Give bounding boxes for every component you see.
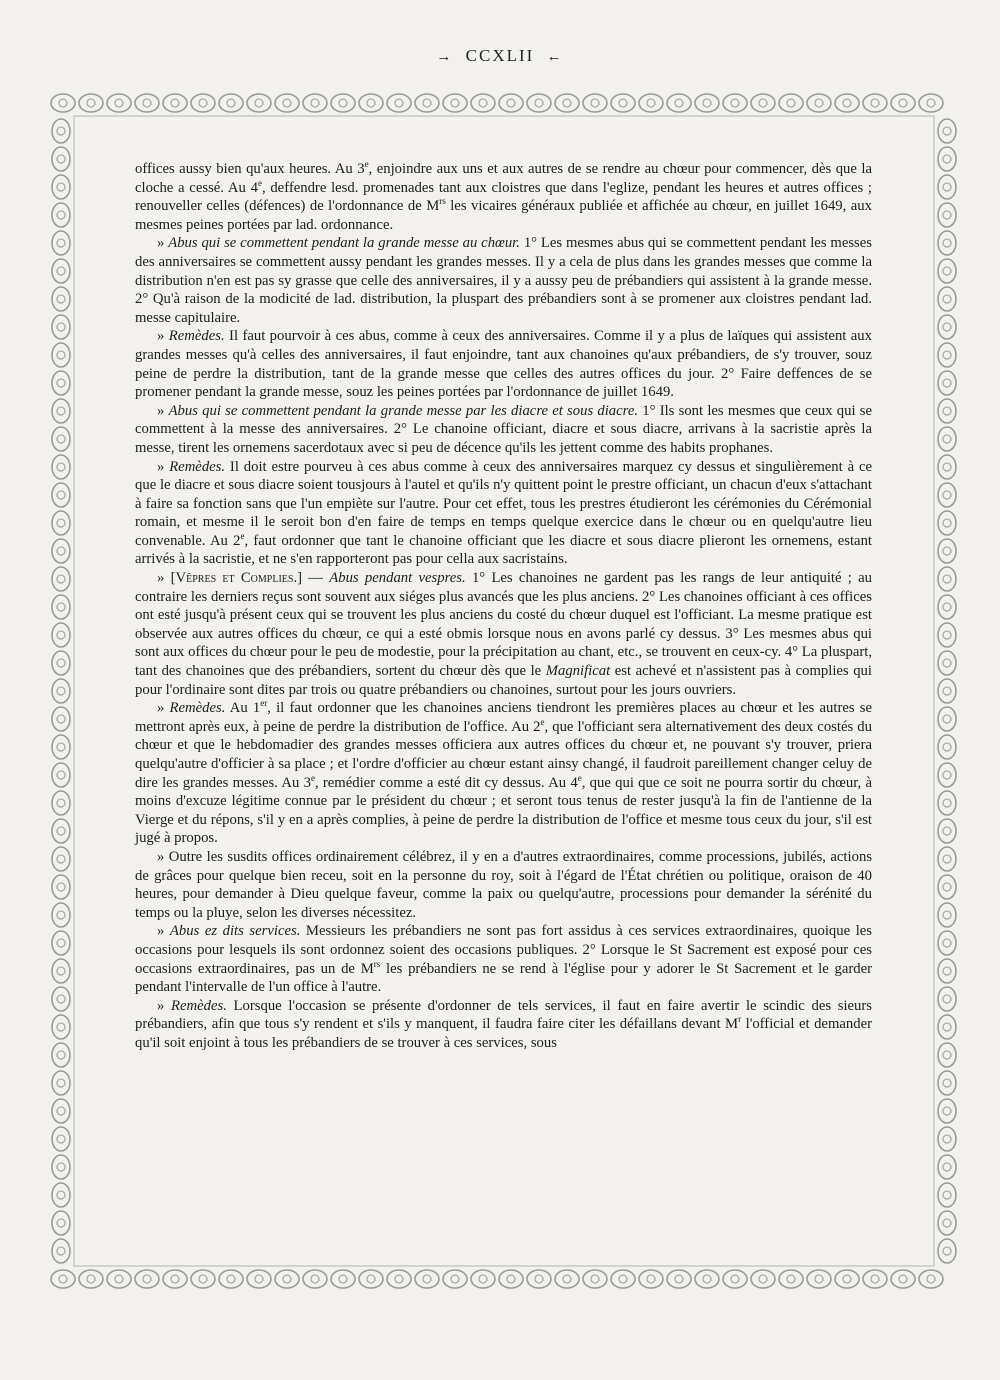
text-segment: , il faut ordonner que les chanoines anciens tiendront les premières places au chœur et les autres se mettront après eux, à peine de perdre la distribution de l'office. Au 2 <box>135 700 873 735</box>
italic-heading: Abus qui se commettent pendant la grande messe par les diacre et sous diacre. <box>168 402 639 419</box>
paragraph <box>135 569 872 699</box>
superscript: rs <box>373 958 381 969</box>
paragraph <box>135 160 872 234</box>
superscript: e <box>240 530 245 541</box>
text-segment: » <box>157 328 169 345</box>
text-segment: Il doit estre pourveu à ces abus comme à ceux des anniversaires marquez cy dessus et singulièrement à ce que le diacre et sous diacre soient tousjours à l'autel et qu'ils n'y quittent point le prestre officiant, un chacun d'eux s'attachant à faire sa fonction sans que l'un empiète sur l'autre. Pour cet effet, tous les prestres étudieront les cérémonies du Cérémonial romain, et mesme il le seroit bon d'en faire de temps en temps quelque exercice dans le chœur ou en quelqu'autre lieu convenable. Au 2 <box>135 458 872 549</box>
text-segment: 1° Les mesmes abus qui se commettent pendant les messes des anniversaires se commettent aussy pendant les grandes messes. Il y a cela de plus dans les grandes messes que comme la distribution n'en est pas sy grasse que celle des anniversaires, il y a aussy peu de prébandiers qui assistent à la grande messe. 2° Qu'à raison de la modicité de lad. distribution, la pluspart des prébandiers sont à se promener aux cloistres pendant lad. messe capitulaire. <box>135 235 873 326</box>
superscript: e <box>257 177 262 188</box>
paragraph <box>135 848 872 922</box>
italic-heading: Remèdes. <box>171 997 227 1014</box>
superscript: rs <box>439 196 446 207</box>
text-segment: , faut ordonner que tant le chanoine officiant que les diacre et sous diacre plieront les ornemens, estant arrivés à la sacristie, et ne s'en rapporteront pas pour cella aux sacristains. <box>135 532 873 568</box>
paragraph <box>135 997 872 1053</box>
text-segment: , que qui que ce soit ne pourra sortir du chœur, à moins d'excuze légitime connue par le président du chœur ; et seront tous tenus de rester jusqu'à la fin de l'antienne de la Vierge et du répons, s'il y en a après complies, à peine de perdre la distribution de l'office et mesme tous ceux du jour, s'il est jugé à propos. <box>135 774 872 847</box>
superscript: er <box>260 698 268 709</box>
text-segment: , deffendre lesd. promenades tant aux cloistres que dans l'eglize, pendant les heures et autres offices ; renouveller celles (défences) de l'ordonnance de M <box>135 179 872 215</box>
text-segment: Lorsque l'occasion se présente d'ordonner de tels services, il faut en faire avertir le scindic des sieurs prébandiers, afin que tous s'y rendent et s'ils y manquent, il faudra faire citer les défaillans devant M <box>135 997 872 1033</box>
left-arrow-ornament: → <box>436 49 454 65</box>
italic-heading: Magnificat <box>545 663 611 680</box>
italic-heading: Abus ez dits services. <box>169 923 301 940</box>
text-segment: offices aussy bien qu'aux heures. Au 3 <box>135 161 365 177</box>
paragraph <box>135 327 872 401</box>
text-segment: , remédier comme a esté dit cy dessus. Au 4 <box>314 774 578 791</box>
superscript: e <box>577 772 582 783</box>
text-segment: Au 1 <box>225 700 261 717</box>
superscript: e <box>540 716 545 727</box>
text-segment: » <box>157 458 170 475</box>
italic-heading: Remèdes. <box>169 700 226 717</box>
right-arrow-ornament: ← <box>546 49 564 65</box>
text-segment: est achevé et n'assistent pas à complies qui pour l'ordinaire sont dites par trois ou quatre prébandiers ou chanoines, surtout pour les jours ouvriers. <box>135 663 872 698</box>
text-segment: ] — <box>297 570 330 587</box>
text-segment: » <box>157 402 169 419</box>
superscript: e <box>364 159 369 170</box>
text-segment: » <box>157 700 170 717</box>
document-body <box>135 160 872 1053</box>
superscript: e <box>310 772 315 783</box>
text-segment: les vicaires généraux publiée et affichée au chœur, en juillet 1649, aux mesmes peines portées par lad. ordonnance. <box>135 198 872 233</box>
text-segment: 1° Les chanoines ne gardent pas les rangs de leur antiquité ; au contraire les derniers reçus sont souvent aux siéges plus avancés que les plus anciens. 2° Les chanoines officiant à ces offices ont esté jusqu'à présent ceux qui se trouvent les plus anciens du costé du chœur duquel est l'officiant. La mesme pratique est observée aux autres offices du chœur, ce qui a esté obmis lorsque nous en avons parlé cy dessus. 3° Les mesmes abus qui sont aux offices du chœur pour le peu de modestie, pour la précipitation au chant, etc., se trouvent en ceux-cy. 4° La pluspart, tant des chanoines que des prébandiers, sortent du chœur dès que le <box>135 570 872 680</box>
italic-heading: Abus qui se commettent pendant la grande messe au chœur. <box>168 235 520 252</box>
text-segment: , enjoindre aux uns et aux autres de se rendre au chœur pour commencer, dès que la cloche a cessé. Au 4 <box>135 161 872 196</box>
text-segment: Messieurs les prébandiers ne sont pas fort assidus à ces services extraordinaires, quoique les occasions pour lesquels ils sont ordonnez soient des occasions publiques. 2° Lorsque le St Sacrement est exposé pour ces occasions extraordinaires, pas un de M <box>135 923 873 977</box>
italic-heading: Remèdes. <box>169 458 226 475</box>
text-segment: les prébandiers ne se rend à l'église pour y adorer le St Sacrement et le garder pendant l'intervalle de l'un office à l'autre. <box>135 960 872 996</box>
text-segment: l'official et demander qu'il soit enjoint à tous les prébandiers de se trouver à ces services, sous <box>135 1016 872 1051</box>
paragraph <box>135 922 872 996</box>
paragraph <box>135 402 872 458</box>
text-segment: Il faut pourvoir à ces abus, comme à ceux des anniversaires. Comme il y a plus de laïques qui assistent aux grandes messes qu'à celles des anniversaires, il faut enjoindre, tant aux chanoines qu'aux prébandiers, de s'y trouver, souz peine de perdre la distribution, tant de la grande messe que celles des autres offices du jour. 2° Faire deffences de se promener pendant la grande messe, souz les peines portées par l'ordonnance de juillet 1649. <box>135 328 872 401</box>
paragraph <box>135 234 872 327</box>
text-segment: » Outre les susdits offices ordinairement célébrez, il y en a d'autres extraordinaires, comme processions, jubilés, actions de grâces pour quelque bien receu, soit en la personne du roy, soit à l'égard de l'État chrétien ou politique, oraison de 40 heures, pour demander à Dieu quelque faveur, comme la paix ou quelqu'autre, processions pour demander la sérénité du temps ou la pluye, selon les diverses nécessitez. <box>135 848 872 921</box>
italic-heading: Abus pendant vespres. <box>329 570 466 587</box>
paragraph <box>135 699 872 848</box>
text-segment: » <box>157 235 169 252</box>
page-number: CCXLII <box>465 46 535 65</box>
text-segment: , que l'officiant sera alternativement des deux costés du chœur et que le hebdomadier des grandes messes officiera aux autres offices du chœur et, ne pouvant s'y trouver, priera quelqu'autre d'officier à sa place ; et l'ordre d'officier au chœur estant ainsy changé, il faudroit pareillement changer celuy de dire les grandes messes. Au 3 <box>135 718 872 791</box>
text-segment: » <box>157 923 170 940</box>
text-segment: 1° Ils sont les mesmes que ceux qui se commettent à la messe des anniversaires. 2° Le chanoine officiant, diacre et sous diacre, arrivans à la sacristie après la messe, tirent les ornemens sacerdotaux avec si peu de décence qu'ils les jettent comme des habits prophanes. <box>135 402 873 456</box>
text-segment: » [ <box>157 570 176 587</box>
text-segment: » <box>157 997 172 1014</box>
paragraph <box>135 458 872 570</box>
italic-heading: Remèdes. <box>168 328 225 345</box>
superscript: r <box>738 1014 742 1025</box>
text-segment: Vêpres et Complies. <box>175 570 298 587</box>
page-header <box>0 46 1000 66</box>
